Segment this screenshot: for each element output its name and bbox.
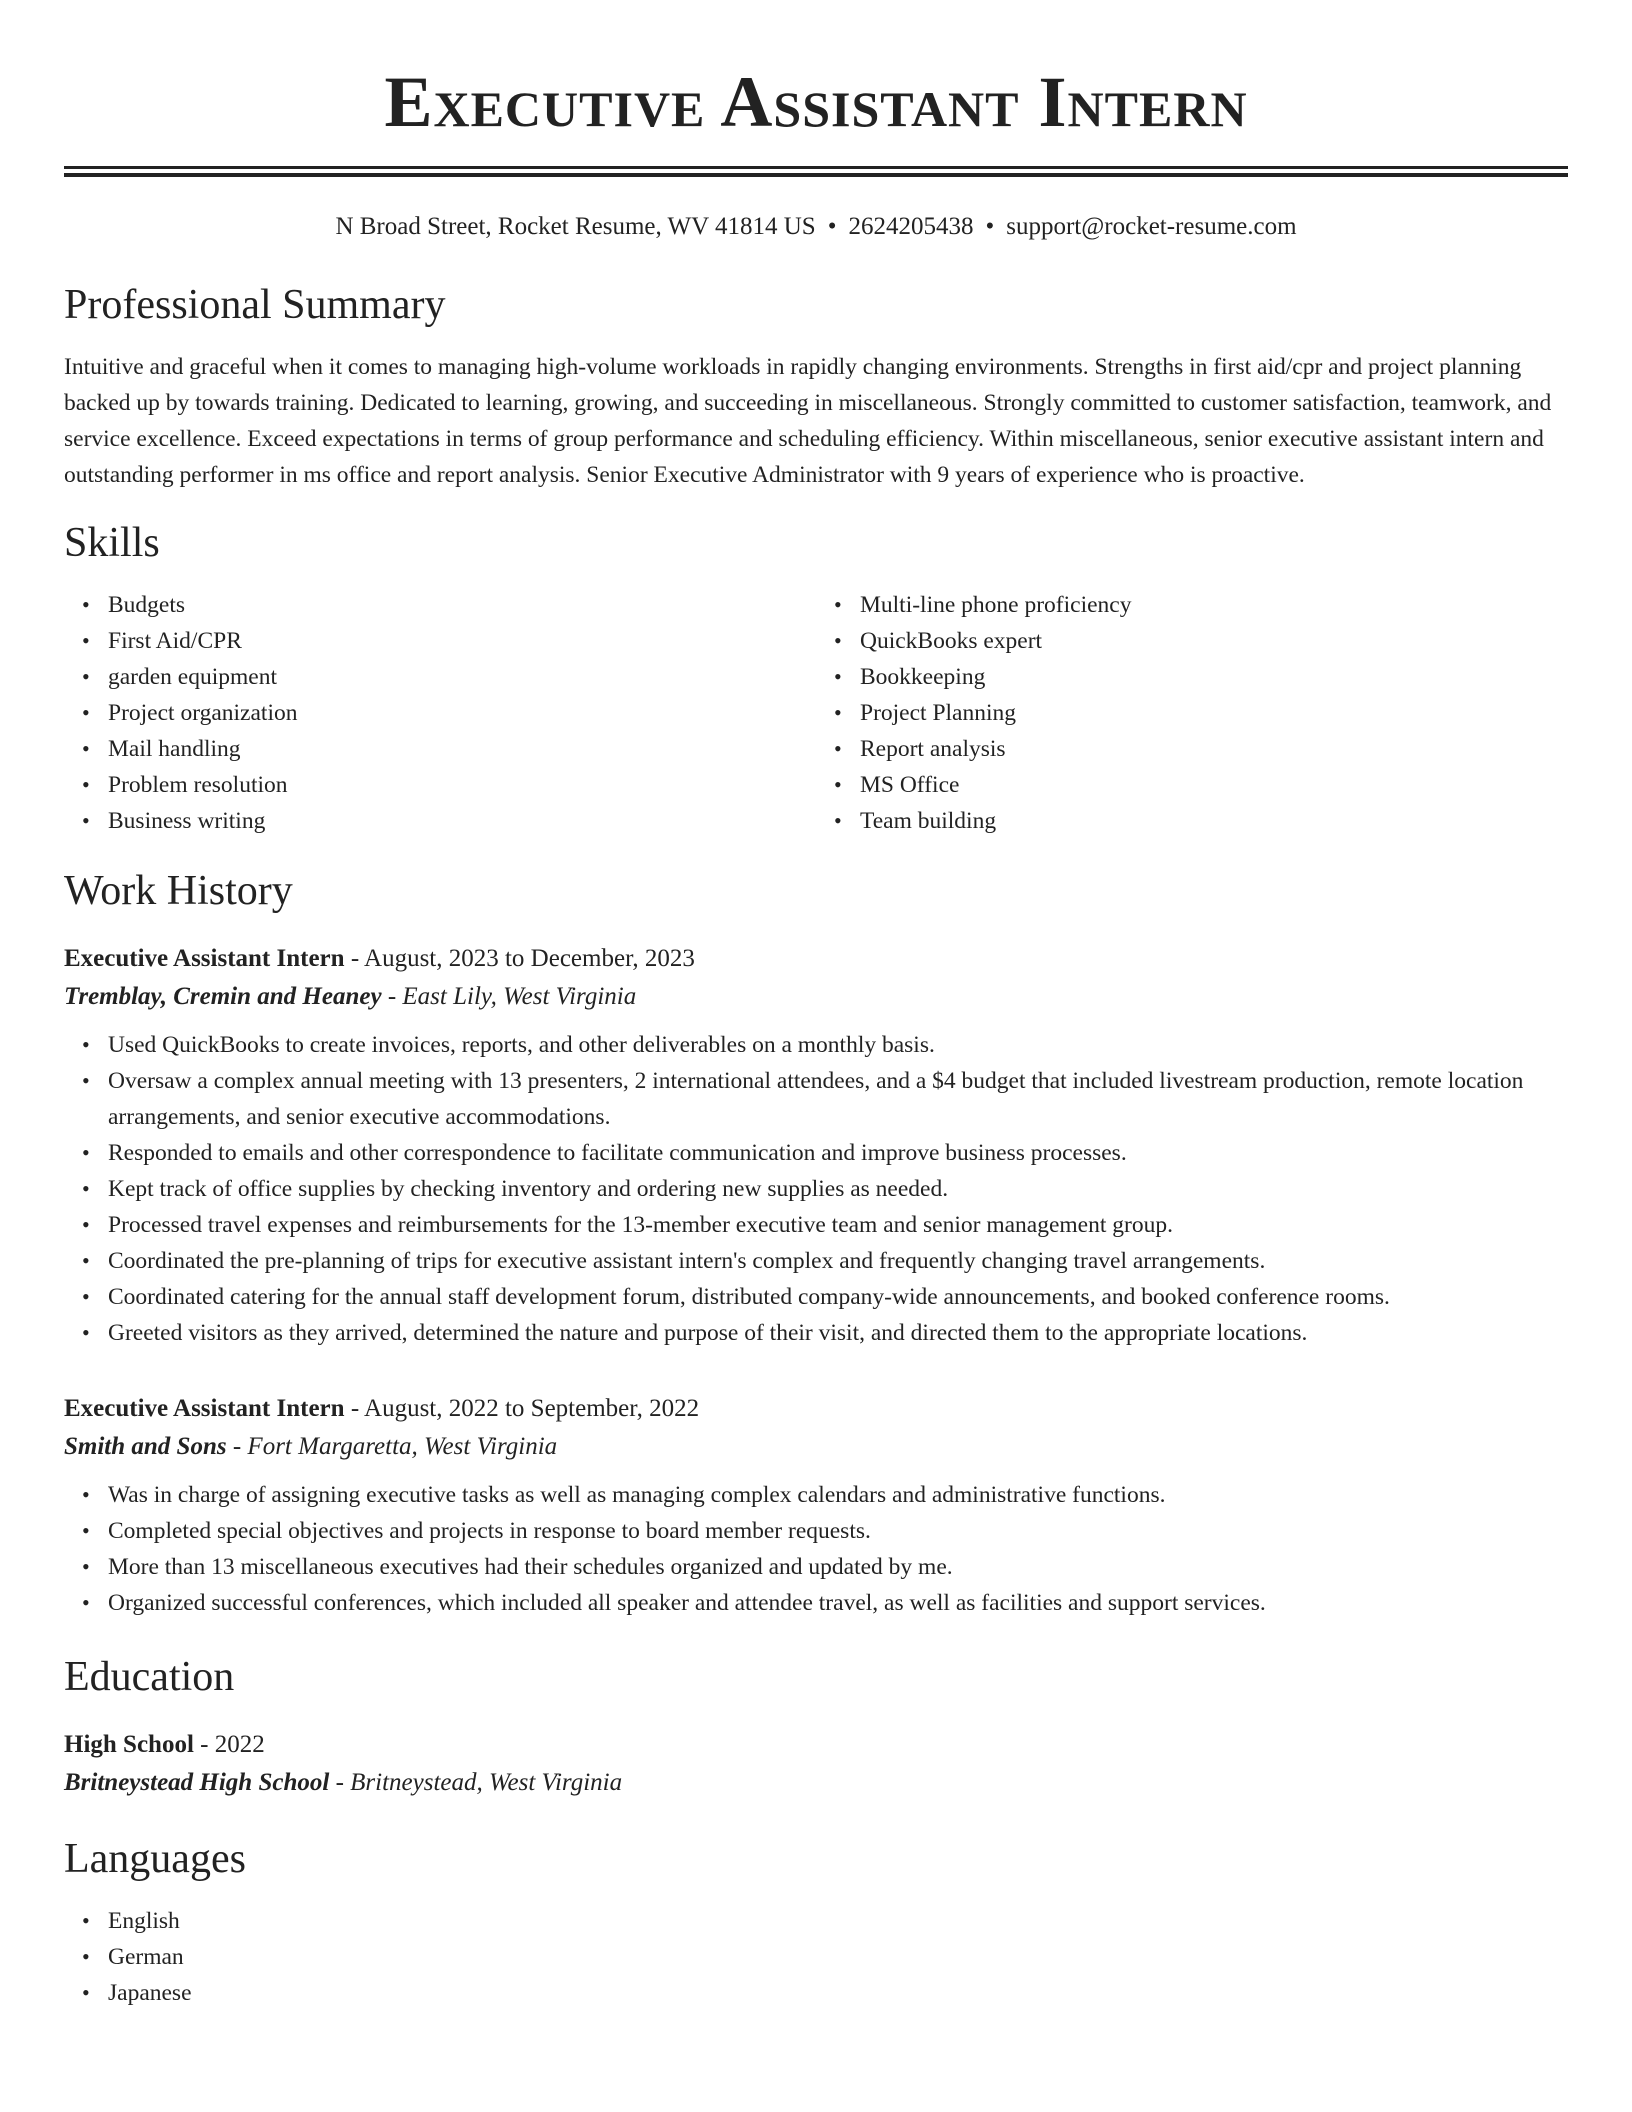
job-duty-text: Kept track of office supplies by checking inventory and ordering new supplies as needed. (108, 1176, 949, 1202)
resume-page (64, 0, 1568, 2011)
job-entry (64, 941, 1568, 1351)
skill-label: garden equipment (108, 664, 278, 690)
skills-left-column (64, 587, 816, 839)
job-duty-text: Greeted visitors as they arrived, determined the nature and purpose of their visit, and directed them to the appropriate locations. (108, 1320, 1308, 1346)
contact-separator: • (985, 213, 995, 240)
skill-label: Project Planning (860, 700, 1016, 726)
job-duty (82, 1171, 1568, 1207)
job-duty-text: Processed travel expenses and reimbursements for the 13-member executive team and senior management group. (108, 1212, 1173, 1238)
bullet-icon: • (82, 736, 90, 761)
job-duty-text: Used QuickBooks to create invoices, reports, and other deliverables on a monthly basis. (108, 1032, 935, 1058)
bullet-icon: • (82, 772, 90, 797)
bullet-icon: • (82, 1590, 90, 1615)
graduation-year: - 2022 (193, 1731, 265, 1758)
language-item (82, 1975, 1568, 2011)
job-duty (82, 1243, 1568, 1279)
bullet-icon: • (82, 1212, 90, 1237)
work-history-heading: Work History (64, 868, 293, 914)
skill-label: Budgets (108, 592, 186, 618)
employer-location: - Fort Margaretta, West Virginia (226, 1433, 558, 1460)
skills-section (64, 517, 1568, 839)
bullet-icon: • (82, 1068, 90, 1093)
employer-name: Smith and Sons (64, 1433, 227, 1460)
skill-item (834, 731, 1568, 767)
job-duty (82, 1315, 1568, 1351)
bullet-icon: • (834, 664, 842, 689)
skill-item (834, 767, 1568, 803)
skill-label: MS Office (860, 772, 960, 798)
bullet-icon: • (834, 592, 842, 617)
work-history-section (64, 865, 1568, 1621)
language-item (82, 1939, 1568, 1975)
skill-label: Team building (860, 808, 997, 834)
skill-item (82, 587, 816, 623)
language-item (82, 1903, 1568, 1939)
contact-address: N Broad Street, Rocket Resume, WV 41814 US (335, 213, 816, 240)
job-duty-text: Responded to emails and other correspondence to facilitate communication and improve business processes. (108, 1140, 1127, 1166)
job-duty (82, 1063, 1568, 1135)
bullet-icon: • (82, 1518, 90, 1543)
job-duty (82, 1135, 1568, 1171)
skills-right-column (816, 587, 1568, 839)
job-duty (82, 1585, 1568, 1621)
skill-label: QuickBooks expert (860, 628, 1043, 654)
bullet-icon: • (834, 700, 842, 725)
bullet-icon: • (834, 736, 842, 761)
job-duty-text: Coordinated the pre-planning of trips for executive assistant intern's complex and frequently changing travel arrangements. (108, 1248, 1266, 1274)
job-title-line (64, 941, 1568, 977)
contact-separator: • (827, 213, 837, 240)
bullet-icon: • (82, 592, 90, 617)
job-duty (82, 1477, 1568, 1513)
job-entry (64, 1391, 1568, 1621)
bullet-icon: • (82, 1176, 90, 1201)
bullet-icon: • (834, 808, 842, 833)
skill-item (834, 623, 1568, 659)
bullet-icon: • (82, 1032, 90, 1057)
languages-list (64, 1903, 1568, 2011)
bullet-icon: • (82, 1320, 90, 1345)
job-duty-text: Oversaw a complex annual meeting with 13 presenters, 2 international attendees, and a $4 budget that included livestream production, remote location arrangements, and senior executive accommodations. (108, 1068, 1524, 1130)
skill-label: First Aid/CPR (108, 628, 242, 654)
bullet-icon: • (82, 628, 90, 653)
job-title-line (64, 1391, 1568, 1427)
job-role: Executive Assistant Intern (64, 1395, 345, 1422)
skill-item (834, 803, 1568, 839)
education-heading: Education (64, 1654, 235, 1700)
skill-item (82, 659, 816, 695)
bullet-icon: • (82, 808, 90, 833)
job-duty-text: Organized successful conferences, which included all speaker and attendee travel, as well as facilities and support services. (108, 1590, 1266, 1616)
school-name: Britneystead High School (64, 1769, 330, 1796)
job-duties-list (64, 1477, 1568, 1621)
bullet-icon: • (834, 628, 842, 653)
skills-grid (64, 587, 1568, 839)
job-duty (82, 1279, 1568, 1315)
employer-line (64, 977, 1568, 1017)
job-dates: - August, 2023 to December, 2023 (344, 945, 695, 972)
skill-label: Bookkeeping (860, 664, 986, 690)
job-duty (82, 1027, 1568, 1063)
bullet-icon: • (82, 1554, 90, 1579)
bullet-icon: • (82, 664, 90, 689)
bullet-icon: • (82, 1284, 90, 1309)
skill-label: Problem resolution (108, 772, 288, 798)
bullet-icon: • (82, 700, 90, 725)
skill-item (82, 731, 816, 767)
bullet-icon: • (82, 1140, 90, 1165)
skill-item (82, 767, 816, 803)
summary-section (64, 279, 1568, 493)
skill-label: Multi-line phone proficiency (860, 592, 1132, 618)
education-section (64, 1651, 1568, 1803)
degree-line (64, 1727, 1568, 1763)
bullet-icon: • (82, 1944, 90, 1969)
title-divider (64, 166, 1568, 177)
job-duty (82, 1207, 1568, 1243)
employer-name: Tremblay, Cremin and Heaney (64, 983, 382, 1010)
bullet-icon: • (82, 1482, 90, 1507)
skills-heading: Skills (64, 520, 160, 566)
skill-item (82, 803, 816, 839)
skill-label: Project organization (108, 700, 298, 726)
degree-name: High School (64, 1731, 194, 1758)
skill-item (834, 659, 1568, 695)
language-label: German (108, 1944, 184, 1970)
employer-location: - East Lily, West Virginia (381, 983, 637, 1010)
job-role: Executive Assistant Intern (64, 945, 345, 972)
skill-item (82, 695, 816, 731)
job-duty-text: More than 13 miscellaneous executives had their schedules organized and updated by me. (108, 1554, 953, 1580)
skill-item (82, 623, 816, 659)
bullet-icon: • (82, 1908, 90, 1933)
language-label: Japanese (108, 1980, 192, 2006)
summary-text: Intuitive and graceful when it comes to managing high-volume workloads in rapidly changing environments. Strengths in first aid/cpr and project planning backed up by towards training. Dedicated to learning, growing, and succeeding in miscellaneous. Strongly committed to customer satisfaction, teamwork, and service excellence. Exceed expectations in terms of group performance and scheduling efficiency. Within miscellaneous, senior executive assistant intern and outstanding performer in ms office and report analysis. Senior Executive Administrator with 9 years of experience who is proactive. (64, 354, 1552, 488)
bullet-icon: • (82, 1980, 90, 2005)
job-duty-text: Completed special objectives and projects in response to board member requests. (108, 1518, 871, 1544)
school-line (64, 1763, 1568, 1803)
skill-label: Mail handling (108, 736, 241, 762)
languages-section (64, 1833, 1568, 2011)
contact-line (64, 211, 1568, 243)
job-duty-text: Coordinated catering for the annual staff development forum, distributed company-wide announcements, and booked conference rooms. (108, 1284, 1390, 1310)
bullet-icon: • (834, 772, 842, 797)
summary-heading: Professional Summary (64, 282, 446, 328)
language-label: English (108, 1908, 180, 1934)
job-dates: - August, 2022 to September, 2022 (344, 1395, 700, 1422)
skill-item (834, 695, 1568, 731)
job-duty (82, 1513, 1568, 1549)
contact-phone: 2624205438 (848, 213, 974, 240)
employer-line (64, 1427, 1568, 1467)
job-duty-text: Was in charge of assigning executive tasks as well as managing complex calendars and administrative functions. (108, 1482, 1166, 1508)
contact-email[interactable]: support@rocket-resume.com (1006, 213, 1297, 240)
job-duty (82, 1549, 1568, 1585)
school-location: - Britneystead, West Virginia (329, 1769, 623, 1796)
education-entry (64, 1727, 1568, 1803)
job-duties-list (64, 1027, 1568, 1351)
resume-title: Executive Assistant Intern (384, 62, 1248, 142)
skill-label: Business writing (108, 808, 266, 834)
skill-label: Report analysis (860, 736, 1006, 762)
languages-heading: Languages (64, 1836, 246, 1882)
bullet-icon: • (82, 1248, 90, 1273)
skill-item (834, 587, 1568, 623)
